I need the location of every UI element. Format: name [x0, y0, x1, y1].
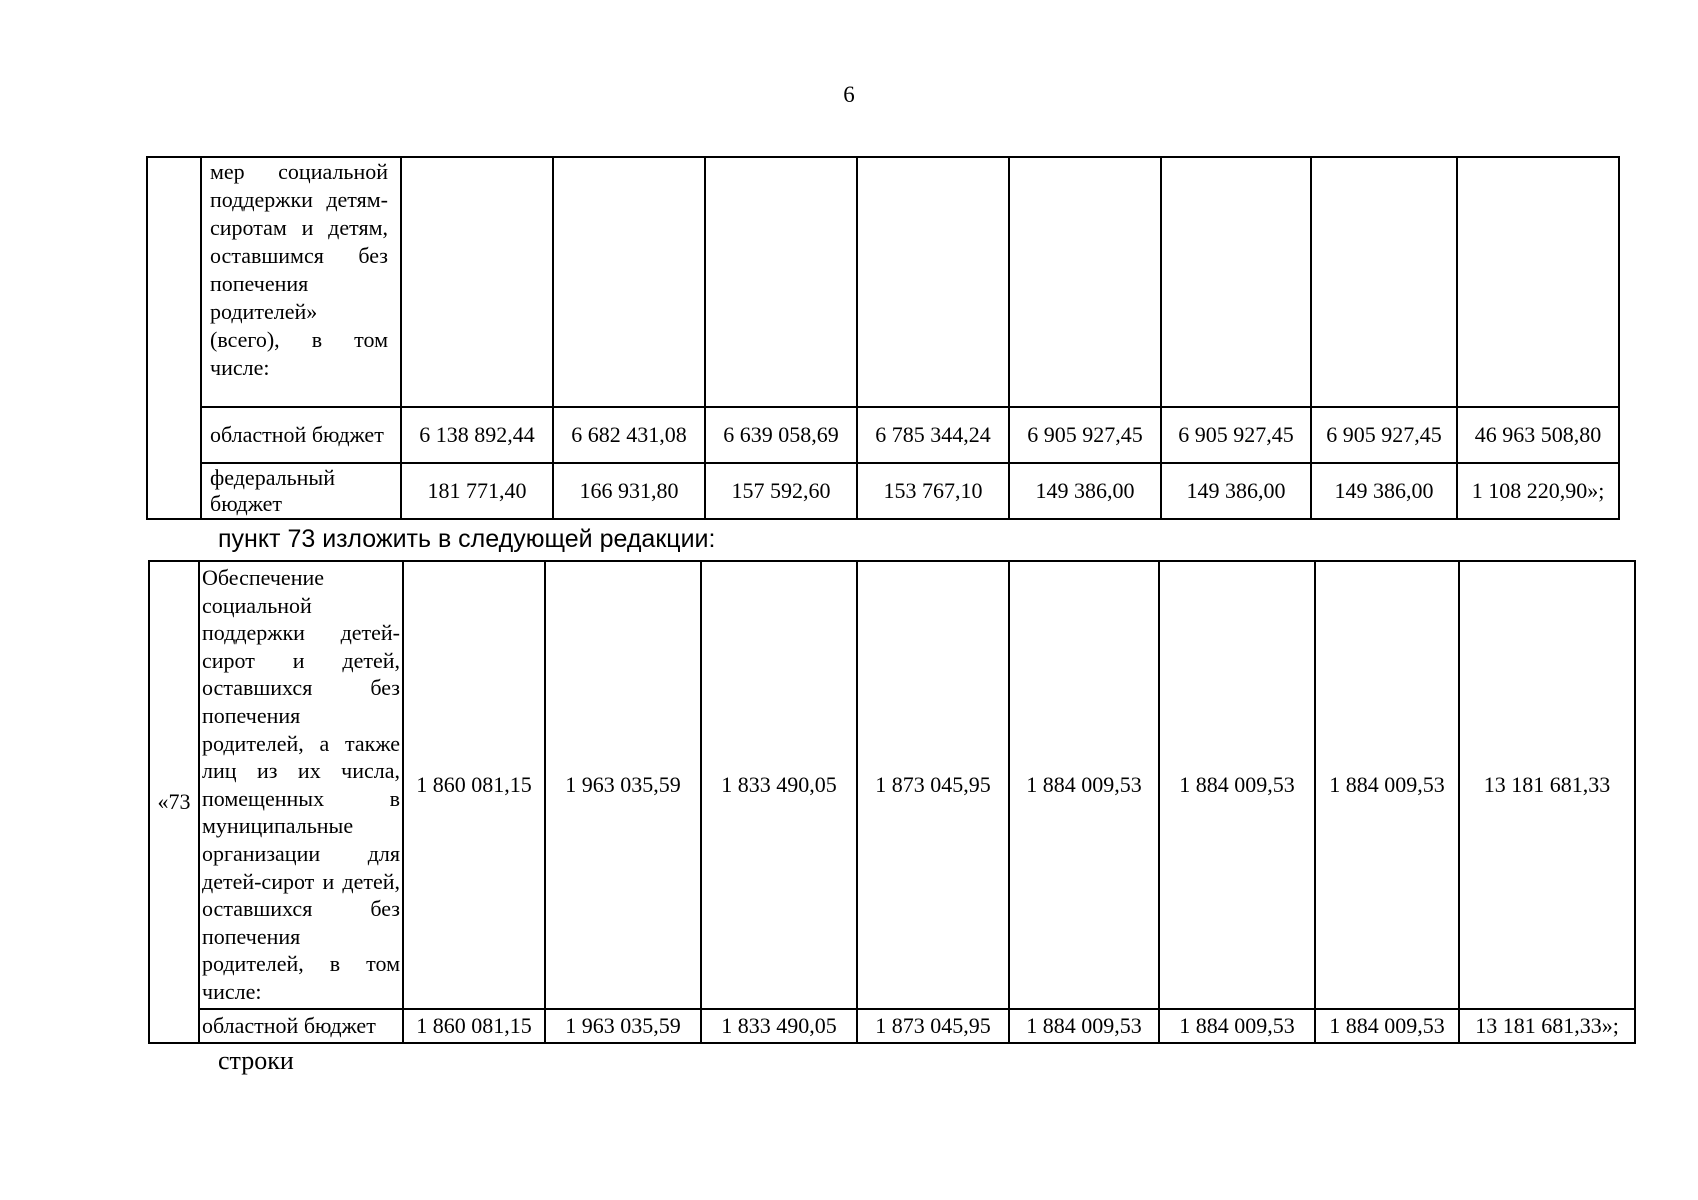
- value-cell: 1 860 081,15: [403, 561, 545, 1009]
- total-cell: 13 181 681,33»;: [1459, 1009, 1635, 1043]
- instruction-caption: пункт 73 изложить в следующей редакции:: [218, 525, 716, 553]
- page-number: 6: [843, 82, 855, 107]
- empty-cell: [1311, 157, 1457, 407]
- empty-cell: [1161, 157, 1311, 407]
- value-cell: 6 138 892,44: [401, 407, 553, 463]
- table-row: [147, 463, 1619, 519]
- value-cell: 157 592,60: [705, 463, 857, 519]
- value-cell: 1 873 045,95: [857, 1009, 1009, 1043]
- value-cell: 1 860 081,15: [403, 1009, 545, 1043]
- row-description: мер социальной поддержки детям-сиротам и детям, оставшимся без попечения родителей» (всего), в том числе:: [201, 157, 401, 407]
- budget-table-item-73: [148, 560, 1636, 1044]
- value-cell: 1 884 009,53: [1159, 561, 1315, 1009]
- empty-cell: [401, 157, 553, 407]
- value-cell: 166 931,80: [553, 463, 705, 519]
- row-description: Обеспечение социальной поддержки детей-сирот и детей, оставшихся без попечения родителей, а также лиц из их числа, помещенных в муниципальные организации для детей-сирот и детей, оставшихся без попечения родителей, в том числе:: [199, 561, 403, 1009]
- empty-cell: [857, 157, 1009, 407]
- value-cell: 1 884 009,53: [1009, 1009, 1159, 1043]
- budget-table-continued: [146, 156, 1620, 520]
- value-cell: 1 884 009,53: [1009, 561, 1159, 1009]
- value-cell: 149 386,00: [1161, 463, 1311, 519]
- value-cell: 6 905 927,45: [1009, 407, 1161, 463]
- trailing-caption: строки: [218, 1046, 294, 1075]
- value-cell: 6 639 058,69: [705, 407, 857, 463]
- table-row: [147, 407, 1619, 463]
- total-cell: 1 108 220,90»;: [1457, 463, 1619, 519]
- empty-cell: [553, 157, 705, 407]
- empty-cell: [1457, 157, 1619, 407]
- table-row: [149, 1009, 1635, 1043]
- value-cell: 181 771,40: [401, 463, 553, 519]
- value-cell: 1 963 035,59: [545, 561, 701, 1009]
- empty-cell: [1009, 157, 1161, 407]
- row-number-cell: [147, 157, 201, 519]
- value-cell: 1 833 490,05: [701, 561, 857, 1009]
- value-cell: 153 767,10: [857, 463, 1009, 519]
- value-cell: 6 905 927,45: [1161, 407, 1311, 463]
- empty-cell: [705, 157, 857, 407]
- value-cell: 1 884 009,53: [1315, 1009, 1459, 1043]
- source-label: областной бюджет: [199, 1009, 403, 1043]
- value-cell: 6 785 344,24: [857, 407, 1009, 463]
- source-label: областной бюджет: [201, 407, 401, 463]
- value-cell: 1 884 009,53: [1159, 1009, 1315, 1043]
- item-number: «73: [149, 561, 199, 1043]
- value-cell: 1 884 009,53: [1315, 561, 1459, 1009]
- value-cell: 149 386,00: [1009, 463, 1161, 519]
- value-cell: 6 682 431,08: [553, 407, 705, 463]
- value-cell: 1 873 045,95: [857, 561, 1009, 1009]
- total-cell: 13 181 681,33: [1459, 561, 1635, 1009]
- source-label: федеральный бюджет: [201, 463, 401, 519]
- table-row: [149, 561, 1635, 1009]
- total-cell: 46 963 508,80: [1457, 407, 1619, 463]
- value-cell: 1 963 035,59: [545, 1009, 701, 1043]
- value-cell: 149 386,00: [1311, 463, 1457, 519]
- value-cell: 1 833 490,05: [701, 1009, 857, 1043]
- value-cell: 6 905 927,45: [1311, 407, 1457, 463]
